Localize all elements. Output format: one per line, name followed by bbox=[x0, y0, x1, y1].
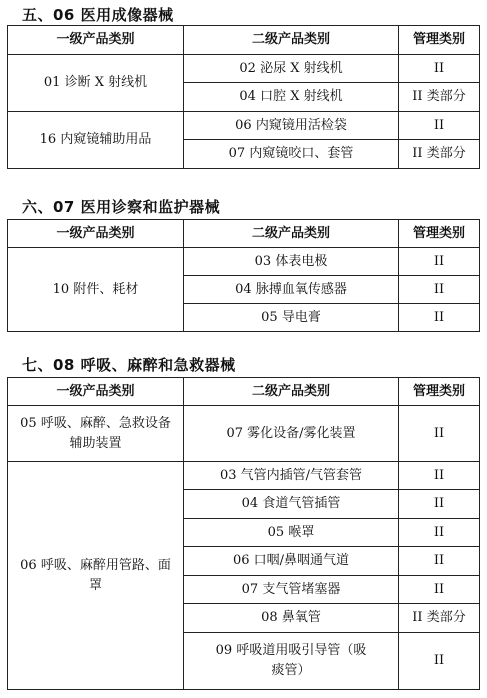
second-level-category: 02 泌尿 X 射线机 bbox=[184, 55, 399, 83]
second-level-category: 05 导电膏 bbox=[184, 304, 399, 332]
section-title-respiratory-anesthesia: 七、08 呼吸、麻醉和急救器械 bbox=[22, 356, 236, 374]
table-row bbox=[8, 406, 480, 462]
second-level-category: 05 喉罩 bbox=[184, 519, 399, 547]
second-level-category: 06 内窥镜用活检袋 bbox=[184, 112, 399, 140]
header-second-level: 二级产品类别 bbox=[184, 378, 399, 406]
second-level-category: 04 食道气管插管 bbox=[184, 490, 399, 519]
management-class: II bbox=[399, 55, 480, 83]
second-level-category: 07 雾化设备/雾化装置 bbox=[184, 406, 399, 462]
second-level-category: 03 气管内插管/气管套管 bbox=[184, 462, 399, 490]
header-second-level: 二级产品类别 bbox=[184, 26, 399, 55]
header-management-class: 管理类别 bbox=[399, 220, 480, 248]
second-level-category: 07 内窥镜咬口、套管 bbox=[184, 140, 399, 169]
table-header-row bbox=[8, 378, 480, 406]
management-class: II bbox=[399, 462, 480, 490]
diagnosis-monitoring-table bbox=[7, 219, 480, 332]
first-level-category: 01 诊断 X 射线机 bbox=[8, 55, 184, 112]
second-level-category: 03 体表电极 bbox=[184, 248, 399, 276]
header-first-level: 一级产品类别 bbox=[8, 378, 184, 406]
management-class: II bbox=[399, 248, 480, 276]
table-row bbox=[8, 55, 480, 83]
header-first-level: 一级产品类别 bbox=[8, 220, 184, 248]
management-class: II bbox=[399, 547, 480, 576]
section-title-diagnosis-monitoring: 六、07 医用诊察和监护器械 bbox=[22, 198, 221, 216]
table-row bbox=[8, 248, 480, 276]
second-level-category: 06 口咽/鼻咽通气道 bbox=[184, 547, 399, 576]
management-class: II bbox=[399, 112, 480, 140]
management-class: II bbox=[399, 519, 480, 547]
section-title-imaging: 五、06 医用成像器械 bbox=[22, 6, 174, 24]
management-class: II 类部分 bbox=[399, 604, 480, 633]
table-row bbox=[8, 112, 480, 140]
management-class: II bbox=[399, 406, 480, 462]
header-first-level: 一级产品类别 bbox=[8, 26, 184, 55]
first-level-category: 06 呼吸、麻醉用管路、面罩 bbox=[8, 462, 184, 690]
table-header-row bbox=[8, 220, 480, 248]
second-level-category: 04 脉搏血氧传感器 bbox=[184, 276, 399, 304]
management-class: II bbox=[399, 490, 480, 519]
first-level-category: 10 附件、耗材 bbox=[8, 248, 184, 332]
management-class: II 类部分 bbox=[399, 83, 480, 112]
header-second-level: 二级产品类别 bbox=[184, 220, 399, 248]
first-level-category: 05 呼吸、麻醉、急救设备辅助装置 bbox=[8, 406, 184, 462]
table-header-row bbox=[8, 26, 480, 55]
management-class: II 类部分 bbox=[399, 140, 480, 169]
header-management-class: 管理类别 bbox=[399, 26, 480, 55]
second-level-category: 09 呼吸道用吸引导管（吸痰管） bbox=[184, 633, 399, 690]
header-management-class: 管理类别 bbox=[399, 378, 480, 406]
table-row bbox=[8, 462, 480, 490]
second-level-category: 07 支气管堵塞器 bbox=[184, 576, 399, 604]
second-level-category: 04 口腔 X 射线机 bbox=[184, 83, 399, 112]
management-class: II bbox=[399, 276, 480, 304]
management-class: II bbox=[399, 304, 480, 332]
respiratory-anesthesia-table bbox=[7, 377, 480, 690]
second-level-category: 08 鼻氧管 bbox=[184, 604, 399, 633]
imaging-table bbox=[7, 25, 480, 169]
management-class: II bbox=[399, 576, 480, 604]
first-level-category: 16 内窥镜辅助用品 bbox=[8, 112, 184, 169]
management-class: II bbox=[399, 633, 480, 690]
